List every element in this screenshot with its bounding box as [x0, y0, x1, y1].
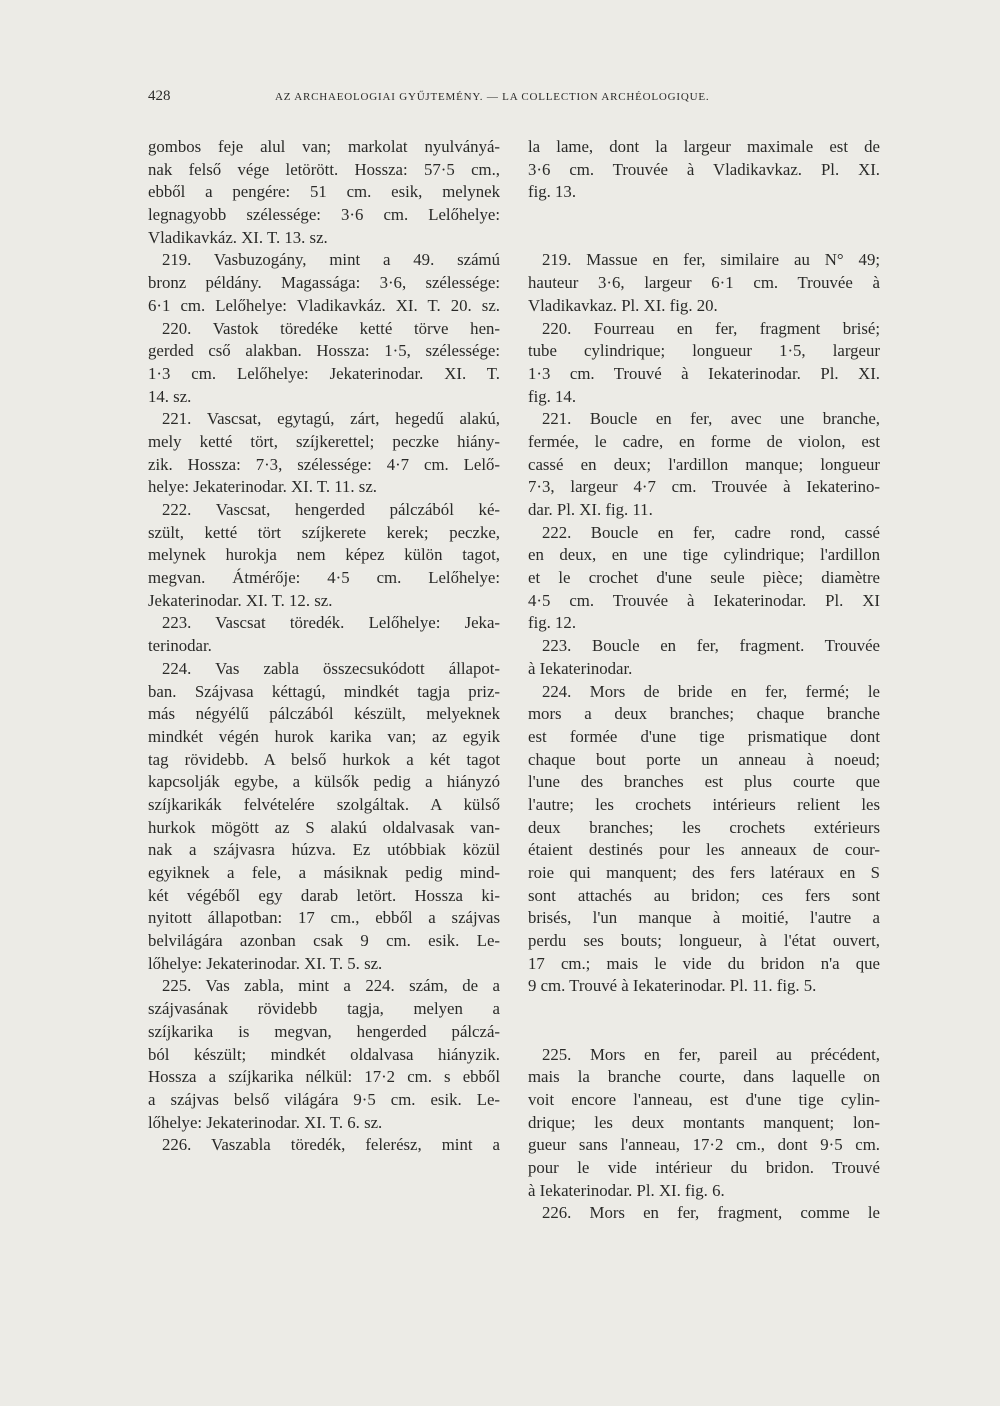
text-line: à Iekaterinodar.	[528, 658, 633, 678]
text-line: la lame, dont la largeur maximale est de	[528, 137, 880, 156]
text-line: dar. Pl. XI. fig. 11.	[528, 500, 653, 520]
text-line: 226. Mors en fer, fragment, comme le	[542, 1203, 880, 1223]
text-line: mely ketté tört, szíjkerettel; peczke hiány-	[148, 431, 500, 451]
text-line: nak felső vége letörött. Hossza: 57·5 cm.,	[148, 159, 500, 179]
text-line: fig. 12.	[528, 613, 577, 633]
text-line: kapcsolják egybe, a külsők pedig a hiányzó	[148, 772, 500, 792]
text-line: roie qui manquent; des fers latéraux en S	[528, 863, 880, 883]
page-header	[148, 88, 880, 118]
text-line: szájvasának rövidebb tagja, melyen a	[148, 999, 500, 1019]
text-line: megvan. Átmérője: 4·5 cm. Lelőhelye:	[148, 568, 500, 588]
text-line: en deux, en une tige cylindrique; l'ardillon	[528, 545, 880, 565]
text-line: tube cylindrique; longueur 1·5, largeur	[528, 341, 880, 361]
text-line: 221. Vascsat, egytagú, zárt, hegedű alakú,	[162, 409, 500, 429]
text-line: drique; les deux montants manquent; lon-	[528, 1112, 880, 1132]
text-line: 219. Vasbuzogány, mint a 49. számú	[162, 250, 500, 270]
text-line: voit encore l'anneau, est d'une tige cylin-	[528, 1089, 880, 1109]
text-line: 220. Fourreau en fer, fragment brisé;	[542, 318, 880, 338]
text-line: 226. Vaszabla töredék, felerész, mint a	[162, 1135, 500, 1155]
text-line: ebből a pengére: 51 cm. esik, melynek	[148, 182, 500, 202]
text-line: 223. Vascsat töredék. Lelőhelye: Jeka-	[162, 613, 500, 633]
text-line: belvilágára azonban csak 9 cm. esik. Le-	[148, 931, 500, 951]
text-line: perdu ses bouts; longueur, à l'état ouvert,	[528, 931, 880, 951]
text-line: hauteur 3·6, largeur 6·1 cm. Trouvée à	[528, 273, 880, 293]
text-line: deux branches; les crochets extérieurs	[528, 817, 880, 837]
text-line: 222. Boucle en fer, cadre rond, cassé	[542, 522, 880, 542]
text-line: fig. 14.	[528, 386, 577, 406]
text-line: 219. Massue en fer, similaire au N° 49;	[542, 250, 880, 270]
text-line: 7·3, largeur 4·7 cm. Trouvée à Iekaterino-	[528, 477, 880, 497]
text-line: 224. Mors de bride en fer, fermé; le	[542, 681, 880, 701]
text-line: legnagyobb szélessége: 3·6 cm. Lelőhelye:	[148, 205, 500, 225]
text-line: fermée, le cadre, en forme de violon, est	[528, 431, 880, 451]
text-line: l'autre; les crochets intérieurs relient les	[528, 794, 880, 814]
text-line: mais la branche courte, dans laquelle on	[528, 1067, 880, 1087]
text-line: szíjkarikák felvételére szolgáltak. A külső	[148, 794, 500, 814]
text-line: más négyélű pálczából készült, melyeknek	[148, 704, 500, 724]
text-line: 221. Boucle en fer, avec une branche,	[542, 409, 880, 429]
text-line: gerded cső alakban. Hossza: 1·5, szélessége:	[148, 341, 500, 361]
text-line: 6·1 cm. Lelőhelye: Vladikavkáz. XI. T. 20. sz.	[148, 295, 500, 315]
text-line: 14. sz.	[148, 386, 192, 406]
text-line: zik. Hossza: 7·3, szélessége: 4·7 cm. Lelő-	[148, 454, 500, 474]
text-line: 225. Vas zabla, mint a 224. szám, de a	[162, 976, 500, 996]
text-line: mors a deux branches; chaque branche	[528, 704, 880, 724]
text-line: 223. Boucle en fer, fragment. Trouvée	[542, 636, 880, 656]
text-line: cassé en deux; l'ardillon manque; longueur	[528, 454, 880, 474]
text-line: két végéből egy darab letört. Hossza ki-	[148, 885, 500, 905]
text-line: 4·5 cm. Trouvée à Iekaterinodar. Pl. XI	[528, 590, 880, 610]
text-line: 3·6 cm. Trouvée à Vladikavkaz. Pl. XI.	[528, 159, 880, 179]
text-line: gombos feje alul van; markolat nyulványá-	[148, 137, 500, 156]
text-line: lőhelye: Jekaterinodar. XI. T. 6. sz.	[148, 1112, 383, 1132]
text-line: Vladikavkaz. Pl. XI. fig. 20.	[528, 295, 718, 315]
text-line: mindkét végén hurok karika van; az egyik	[148, 726, 500, 746]
running-head: AZ ARCHAEOLOGIAI GYŰJTEMÉNY. — LA COLLECTION ARCHÉOLOGIQUE.	[275, 91, 710, 103]
text-line: terinodar.	[148, 636, 212, 656]
text-line: 225. Mors en fer, pareil au précédent,	[542, 1044, 880, 1064]
text-line: nyitott állapotban: 17 cm., ebből a szájvas	[148, 908, 500, 928]
text-line: lőhelye: Jekaterinodar. XI. T. 5. sz.	[148, 953, 383, 973]
text-line: 222. Vascsat, hengerded pálczából ké-	[162, 500, 500, 519]
text-line: pour le vide intérieur du bridon. Trouvé	[528, 1157, 880, 1177]
text-line: 9 cm. Trouvé à Iekaterinodar. Pl. 11. fig. 5.	[528, 976, 817, 996]
text-line: sont attachés au bridon; ces fers sont	[528, 885, 880, 905]
text-line: nak a szájvasra húzva. Ez utóbbiak közül	[148, 840, 500, 860]
text-line: Vladikavkáz. XI. T. 13. sz.	[148, 227, 328, 247]
text-line: est formée d'une tige prismatique dont	[528, 726, 880, 746]
hungarian-column	[148, 136, 500, 1157]
text-line: Jekaterinodar. XI. T. 12. sz.	[148, 590, 333, 610]
text-line: chaque bout porte un anneau à noeud;	[528, 749, 880, 769]
text-line: gueur sans l'anneau, 17·2 cm., dont 9·5 cm.	[528, 1135, 880, 1155]
text-line: ból készült; mindkét oldalvasa hiányzik.	[148, 1044, 500, 1064]
text-line: Hossza a szíjkarika nélkül: 17·2 cm. s ebből	[148, 1067, 500, 1087]
text-line: 224. Vas zabla összecsukódott állapot-	[162, 658, 500, 678]
text-line: l'une des branches est plus courte que	[528, 772, 880, 792]
text-line: 220. Vastok töredéke ketté törve hen-	[162, 318, 500, 338]
text-line: tag rövidebb. A belső hurkok a két tagot	[148, 749, 500, 769]
text-line: 17 cm.; mais le vide du bridon n'a que	[528, 953, 880, 973]
page-number: 428	[148, 88, 171, 104]
text-line: egyiknek a fele, a másiknak pedig mind-	[148, 863, 500, 882]
text-line: à Iekaterinodar. Pl. XI. fig. 6.	[528, 1180, 725, 1200]
text-line: 1·3 cm. Lelőhelye: Jekaterinodar. XI. T.	[148, 363, 500, 383]
text-line: szíjkarika is megvan, hengerded pálczá-	[148, 1021, 500, 1041]
text-line: 1·3 cm. Trouvé à Iekaterinodar. Pl. XI.	[528, 363, 880, 383]
text-line: ban. Szájvasa kéttagú, mindkét tagja priz-	[148, 681, 500, 701]
text-line: a szájvas belső világára 9·5 cm. esik. Le-	[148, 1089, 500, 1109]
text-line: szült, ketté tört szíjkerete kerek; peczke,	[148, 522, 500, 542]
text-line: brisés, l'un manque à moitié, l'autre a	[528, 908, 880, 928]
french-column	[528, 136, 880, 1225]
text-line: bronz példány. Magassága: 3·6, szélessége:	[148, 273, 500, 293]
text-line: et le crochet d'une seule pièce; diamètre	[528, 568, 880, 588]
text-line: hurkok mögött az S alakú oldalvasak van-	[148, 817, 500, 837]
text-line: étaient destinés pour les anneaux de cour-	[528, 840, 880, 860]
text-line: melynek hurokja nem képez külön tagot,	[148, 545, 500, 565]
text-line: helye: Jekaterinodar. XI. T. 11. sz.	[148, 477, 377, 497]
text-line: fig. 13.	[528, 182, 577, 202]
